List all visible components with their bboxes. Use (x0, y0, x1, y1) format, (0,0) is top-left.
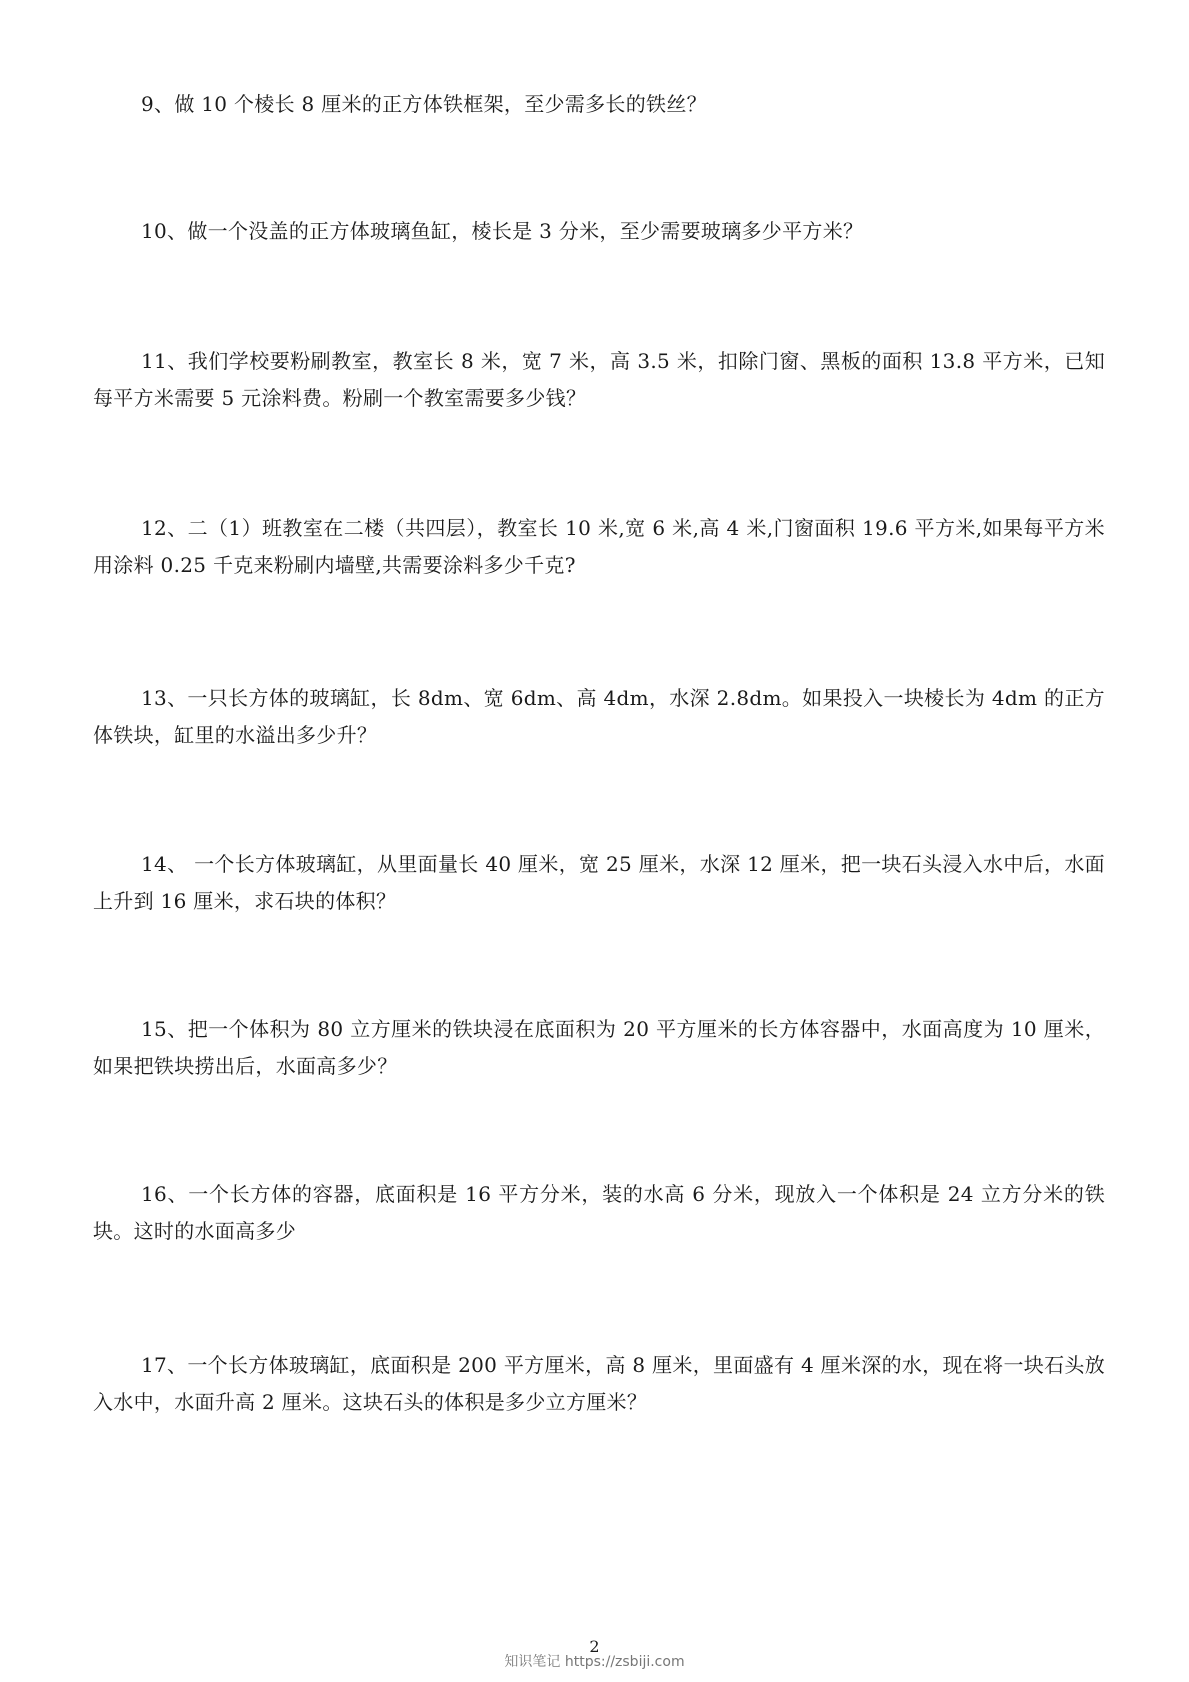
problem-9 (93, 86, 1105, 123)
problem-text: 13、一只长方体的玻璃缸，长 8dm、宽 6dm、高 4dm，水深 2.8dm。如果投入一块棱长为 4dm 的正方体铁块，缸里的水溢出多少升？ (93, 686, 1105, 747)
page-number: 2 (589, 1637, 600, 1656)
problem-12 (93, 510, 1105, 584)
problem-text: 11、我们学校要粉刷教室，教室长 8 米，宽 7 米，高 3.5 米，扣除门窗、黑板的面积 13.8 平方米，已知每平方米需要 5 元涂料费。粉刷一个教室需要多少钱？ (93, 349, 1105, 410)
problem-10 (93, 213, 1105, 250)
problem-11 (93, 343, 1105, 417)
problem-text: 14、 一个长方体玻璃缸，从里面量长 40 厘米，宽 25 厘米，水深 12 厘米，把一块石头浸入水中后，水面上升到 16 厘米，求石块的体积？ (93, 852, 1105, 913)
problem-16 (93, 1176, 1105, 1250)
problem-14 (93, 846, 1105, 920)
problem-text: 12、二（1）班教室在二楼（共四层），教室长 10 米,宽 6 米,高 4 米,门窗面积 19.6 平方米,如果每平方米用涂料 0.25 千克来粉刷内墙壁,共需要涂料多少千克? (93, 516, 1105, 577)
problem-text: 17、一个长方体玻璃缸，底面积是 200 平方厘米，高 8 厘米，里面盛有 4 厘米深的水，现在将一块石头放入水中，水面升高 2 厘米。这块石头的体积是多少立方厘米？ (93, 1353, 1105, 1414)
problem-17 (93, 1347, 1105, 1421)
problem-13 (93, 680, 1105, 754)
problem-text: 16、一个长方体的容器，底面积是 16 平方分米，装的水高 6 分米，现放入一个体积是 24 立方分米的铁块。这时的水面高多少 (93, 1182, 1105, 1243)
problem-text: 9、做 10 个棱长 8 厘米的正方体铁框架，至少需多长的铁丝？ (141, 92, 707, 116)
problem-text: 15、把一个体积为 80 立方厘米的铁块浸在底面积为 20 平方厘米的长方体容器中，水面高度为 10 厘米，如果把铁块捞出后，水面高多少？ (93, 1017, 1105, 1078)
problem-text: 10、做一个没盖的正方体玻璃鱼缸，棱长是 3 分米，至少需要玻璃多少平方米？ (141, 219, 864, 243)
watermark: 知识笔记 https://zsbiji.com (504, 1654, 685, 1670)
problem-15 (93, 1011, 1105, 1085)
